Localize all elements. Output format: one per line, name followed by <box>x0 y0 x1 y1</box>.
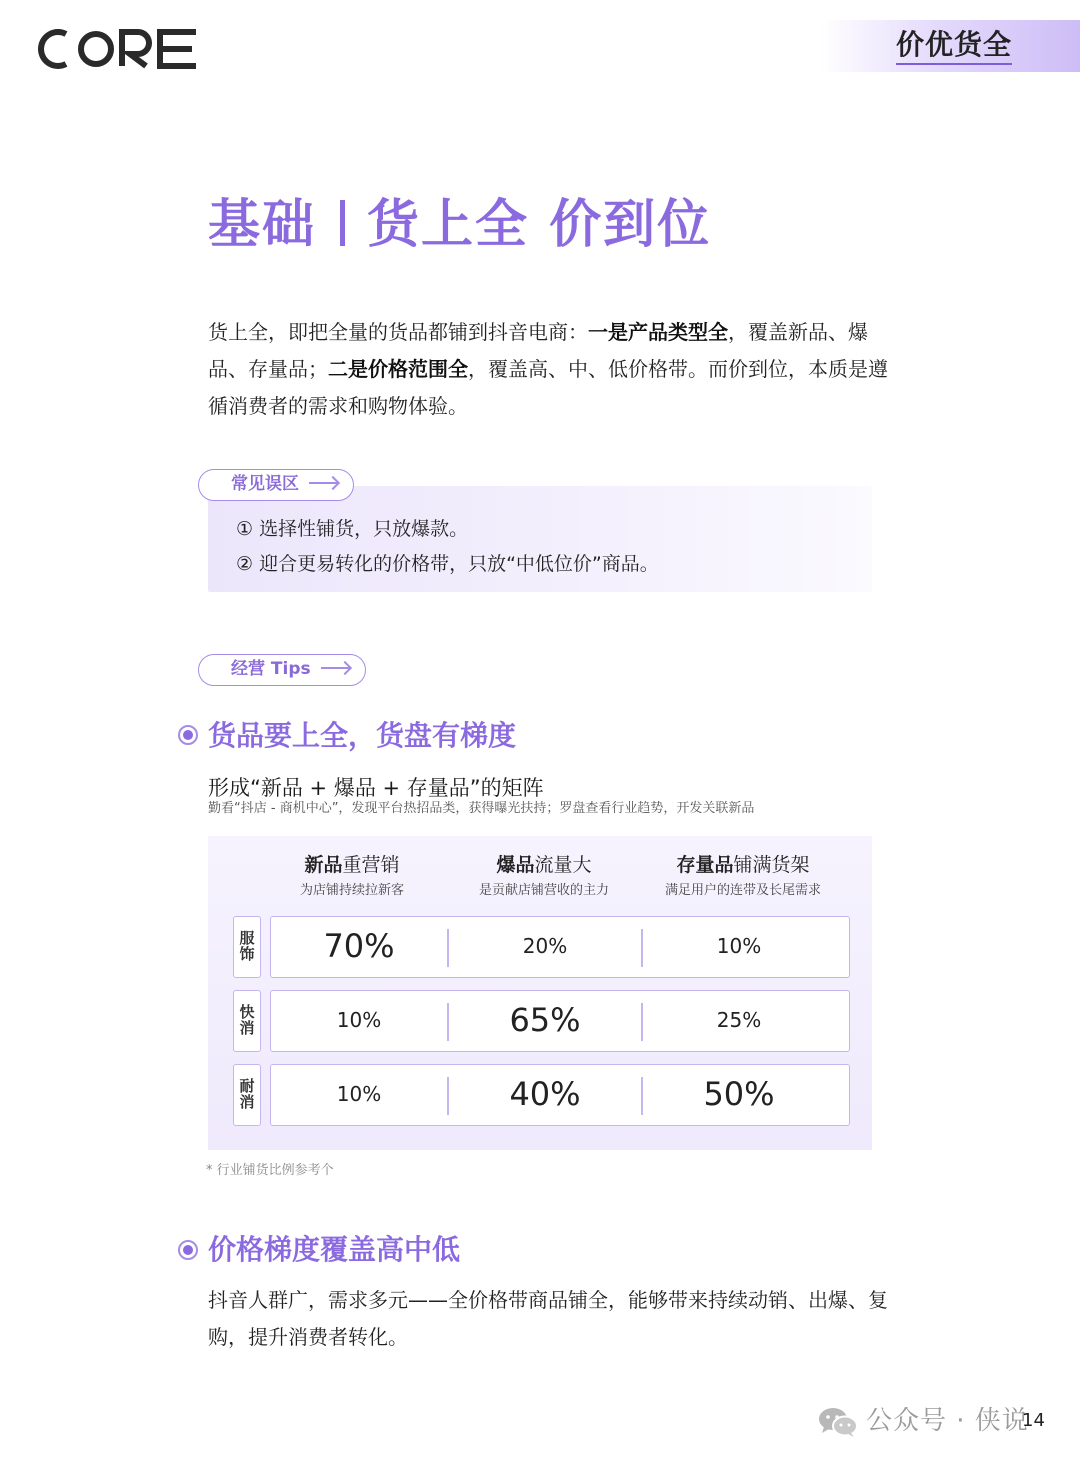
cell-divider <box>447 1077 449 1115</box>
column-hot-bold: 爆品 <box>496 854 535 876</box>
matrix-cell: 25% <box>716 1008 762 1032</box>
page-title-right: 货上全 价到位 <box>367 195 712 255</box>
arrow-right-icon <box>321 667 351 669</box>
page-title <box>208 192 711 258</box>
column-new-desc: 为店铺持续拉新客 <box>299 883 404 898</box>
matrix-cell: 10% <box>336 1008 382 1032</box>
intro-paragraph <box>208 314 888 425</box>
matrix-column-stock <box>648 852 838 902</box>
matrix-column-hot <box>449 852 639 902</box>
cell-divider <box>447 1003 449 1041</box>
cell-divider <box>641 929 643 967</box>
matrix-row-label-fmcg <box>233 990 261 1052</box>
intro-text-2: ，覆盖新品、爆品、存量品； <box>208 320 868 381</box>
myths-label-pill <box>198 469 354 501</box>
intro-bold-2: 二是价格范围全 <box>328 357 468 381</box>
title-separator <box>340 200 345 246</box>
bullet-dot-icon <box>178 1240 198 1260</box>
matrix-cell: 50% <box>703 1075 775 1113</box>
row-label-top: 服 <box>239 929 255 947</box>
matrix-cell: 65% <box>509 1001 581 1039</box>
arrow-right-icon <box>309 482 339 484</box>
section1-note: 勤看“抖店 - 商机中心”，发现平台热招品类，获得曝光扶持；罗盘查看行业趋势，开发关联新品 <box>208 801 755 816</box>
matrix-row-apparel <box>270 916 850 978</box>
matrix-cell: 10% <box>336 1082 382 1106</box>
cell-divider <box>447 929 449 967</box>
row-label-bottom: 消 <box>239 1093 255 1111</box>
row-label-bottom: 饰 <box>239 945 255 963</box>
matrix-row-label-apparel <box>233 916 261 978</box>
intro-text-3: ，覆盖高、中、低价格带。而价到位，本质是遵循消费者的需求和购物体验。 <box>208 357 888 418</box>
matrix-cell: 70% <box>323 927 395 965</box>
row-label-top: 快 <box>239 1003 255 1021</box>
core-logo <box>34 26 200 72</box>
matrix-column-new <box>257 852 447 902</box>
column-new-rest: 重营销 <box>342 854 400 876</box>
intro-bold-1: 一是产品类型全 <box>588 320 728 344</box>
column-new-bold: 新品 <box>304 854 343 876</box>
tips-label-pill <box>198 654 366 686</box>
bullet-dot-icon <box>178 725 198 745</box>
section-tag-text: 价优货全 <box>896 28 1012 65</box>
row-label-top: 耐 <box>239 1077 255 1095</box>
section2-body: 抖音人群广，需求多元——全价格带商品铺全，能够带来持续动销、出爆、复购，提升消费者转化。 <box>208 1288 888 1349</box>
column-stock-desc: 满足用户的连带及长尾需求 <box>664 883 821 898</box>
cell-divider <box>641 1077 643 1115</box>
myth-item-2: ② 迎合更易转化的价格带，只放“中低位价”商品。 <box>236 553 659 575</box>
column-hot-desc: 是贡献店铺营收的主力 <box>478 883 609 898</box>
matrix-cell: 40% <box>509 1075 581 1113</box>
section1-subtitle: 形成“新品 + 爆品 + 存量品”的矩阵 <box>208 776 544 800</box>
wechat-icon <box>818 1406 858 1438</box>
row-label-bottom: 消 <box>239 1019 255 1037</box>
page-number: 14 <box>1022 1410 1045 1431</box>
column-stock-bold: 存量品 <box>676 854 734 876</box>
matrix-row-fmcg <box>270 990 850 1052</box>
matrix-cell: 20% <box>522 934 568 958</box>
matrix-footnote: * 行业铺货比例参考个 <box>206 1163 334 1178</box>
tips-label: 经营 Tips <box>231 659 311 679</box>
section-tag <box>820 20 1080 72</box>
myths-label: 常见误区 <box>231 474 299 494</box>
matrix-row-label-durables <box>233 1064 261 1126</box>
section1-title: 货品要上全，货盘有梯度 <box>208 719 517 752</box>
page-title-left: 基础 <box>208 195 317 255</box>
cell-divider <box>641 1003 643 1041</box>
intro-text-1: 货上全，即把全量的货品都铺到抖音电商： <box>208 320 588 344</box>
footer-account-text: 公众号 · 侠说 <box>866 1406 1029 1436</box>
column-hot-rest: 流量大 <box>534 854 592 876</box>
matrix-row-durables <box>270 1064 850 1126</box>
section2-title: 价格梯度覆盖高中低 <box>208 1233 461 1266</box>
matrix-cell: 10% <box>716 934 762 958</box>
myth-item-1: ① 选择性铺货，只放爆款。 <box>236 518 469 540</box>
column-stock-rest: 铺满货架 <box>733 854 810 876</box>
